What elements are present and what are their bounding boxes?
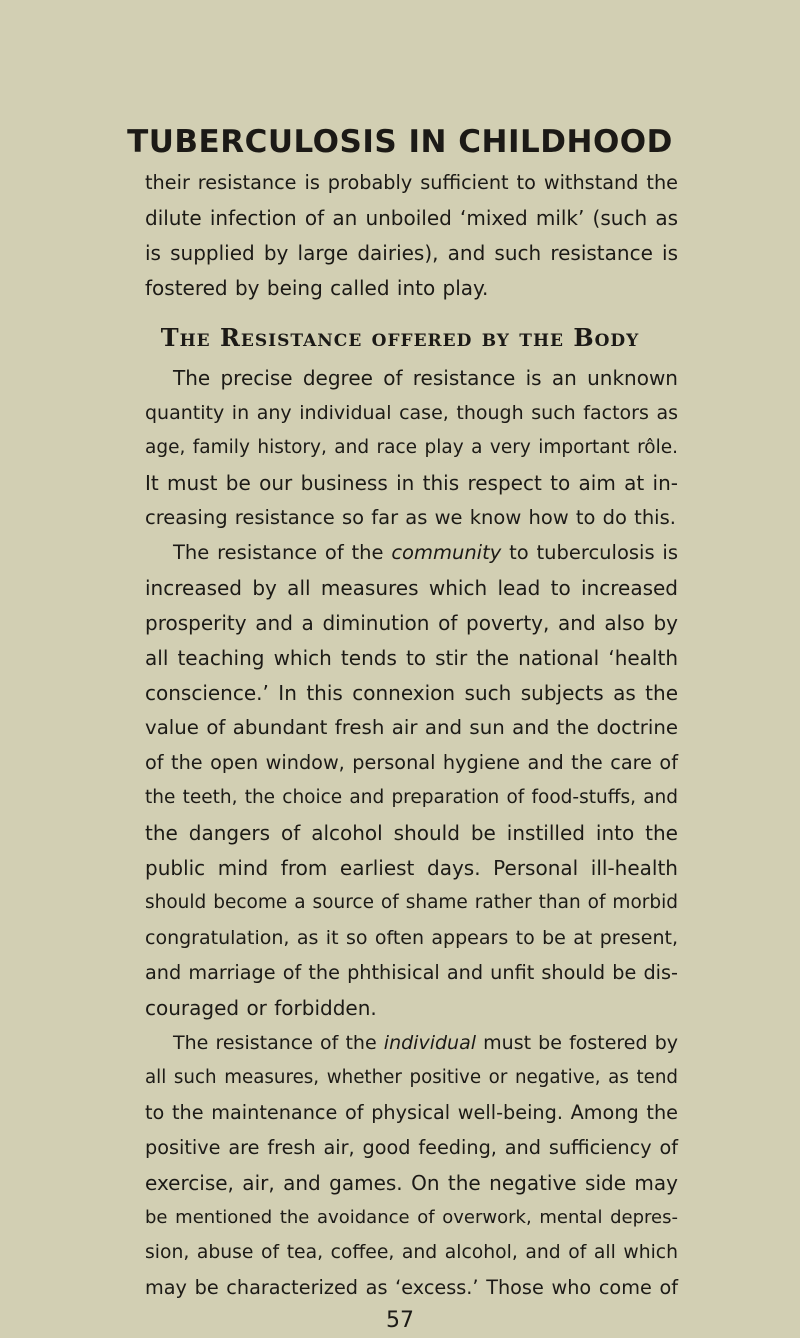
text-line: dilute infection of an unboiled ‘mixed milk’ (such as <box>145 206 678 230</box>
text-line: public mind from earliest days. Personal ill-health <box>145 856 678 880</box>
text-run: The resistance of the <box>173 541 392 564</box>
text-run: must be fostered by <box>476 1032 678 1054</box>
text-line: positive are fresh air, good feeding, and sufficiency of <box>145 1136 678 1159</box>
text-line: age, family history, and race play a very important rôle. <box>145 437 678 458</box>
text-line: The precise degree of resistance is an unknown <box>173 366 678 390</box>
text-run: to tuberculosis is <box>501 541 678 564</box>
text-line: prosperity and a diminution of poverty, and also by <box>145 611 678 635</box>
text-line-with-emphasis <box>173 538 678 568</box>
text-line: congratulation, as it so often appears to be at present, <box>145 927 678 949</box>
text-line: may be characterized as ‘excess.’ Those who come of <box>145 1276 678 1299</box>
running-header: TUBERCULOSIS IN CHILDHOOD <box>127 124 673 160</box>
text-line: of the open window, personal hygiene and the care of <box>145 751 678 774</box>
text-line: exercise, air, and games. On the negative side may <box>145 1171 678 1195</box>
text-line-with-emphasis <box>173 1028 678 1058</box>
text-line: quantity in any individual case, though such factors as <box>145 402 678 424</box>
text-line: value of abundant fresh air and sun and the doctrine <box>145 716 678 739</box>
text-line: It must be our business in this respect to aim at in- <box>145 471 678 495</box>
text-line: all such measures, whether positive or negative, as tend <box>145 1067 678 1088</box>
text-line: sion, abuse of tea, coffee, and alcohol, and of all which <box>145 1242 678 1263</box>
text-line: increased by all measures which lead to increased <box>145 576 678 600</box>
emphasis-individual: individual <box>383 1032 477 1054</box>
text-line: their resistance is probably sufficient to withstand the <box>145 171 678 194</box>
text-line: and marriage of the phthisical and unfit should be dis- <box>145 961 678 984</box>
text-line: to the maintenance of physical well-being. Among the <box>145 1101 678 1124</box>
text-line: creasing resistance so far as we know how to do this. <box>145 506 676 529</box>
section-heading: The Resistance offered by the Body <box>160 323 640 352</box>
text-line: the teeth, the choice and preparation of food-stuffs, and <box>145 787 678 808</box>
text-line: couraged or forbidden. <box>145 996 377 1020</box>
text-line: is supplied by large dairies), and such resistance is <box>145 241 678 265</box>
emphasis-community: community <box>391 541 502 564</box>
text-line: be mentioned the avoidance of overwork, mental depres- <box>145 1207 678 1228</box>
text-line: should become a source of shame rather than of morbid <box>145 892 678 913</box>
page-number: 57 <box>386 1308 414 1333</box>
text-line: the dangers of alcohol should be instilled into the <box>145 821 678 845</box>
text-line: conscience.’ In this connexion such subjects as the <box>145 681 678 705</box>
text-line: fostered by being called into play. <box>145 276 489 300</box>
text-run: The resistance of the <box>173 1032 384 1054</box>
text-line: all teaching which tends to stir the national ‘health <box>145 646 678 670</box>
